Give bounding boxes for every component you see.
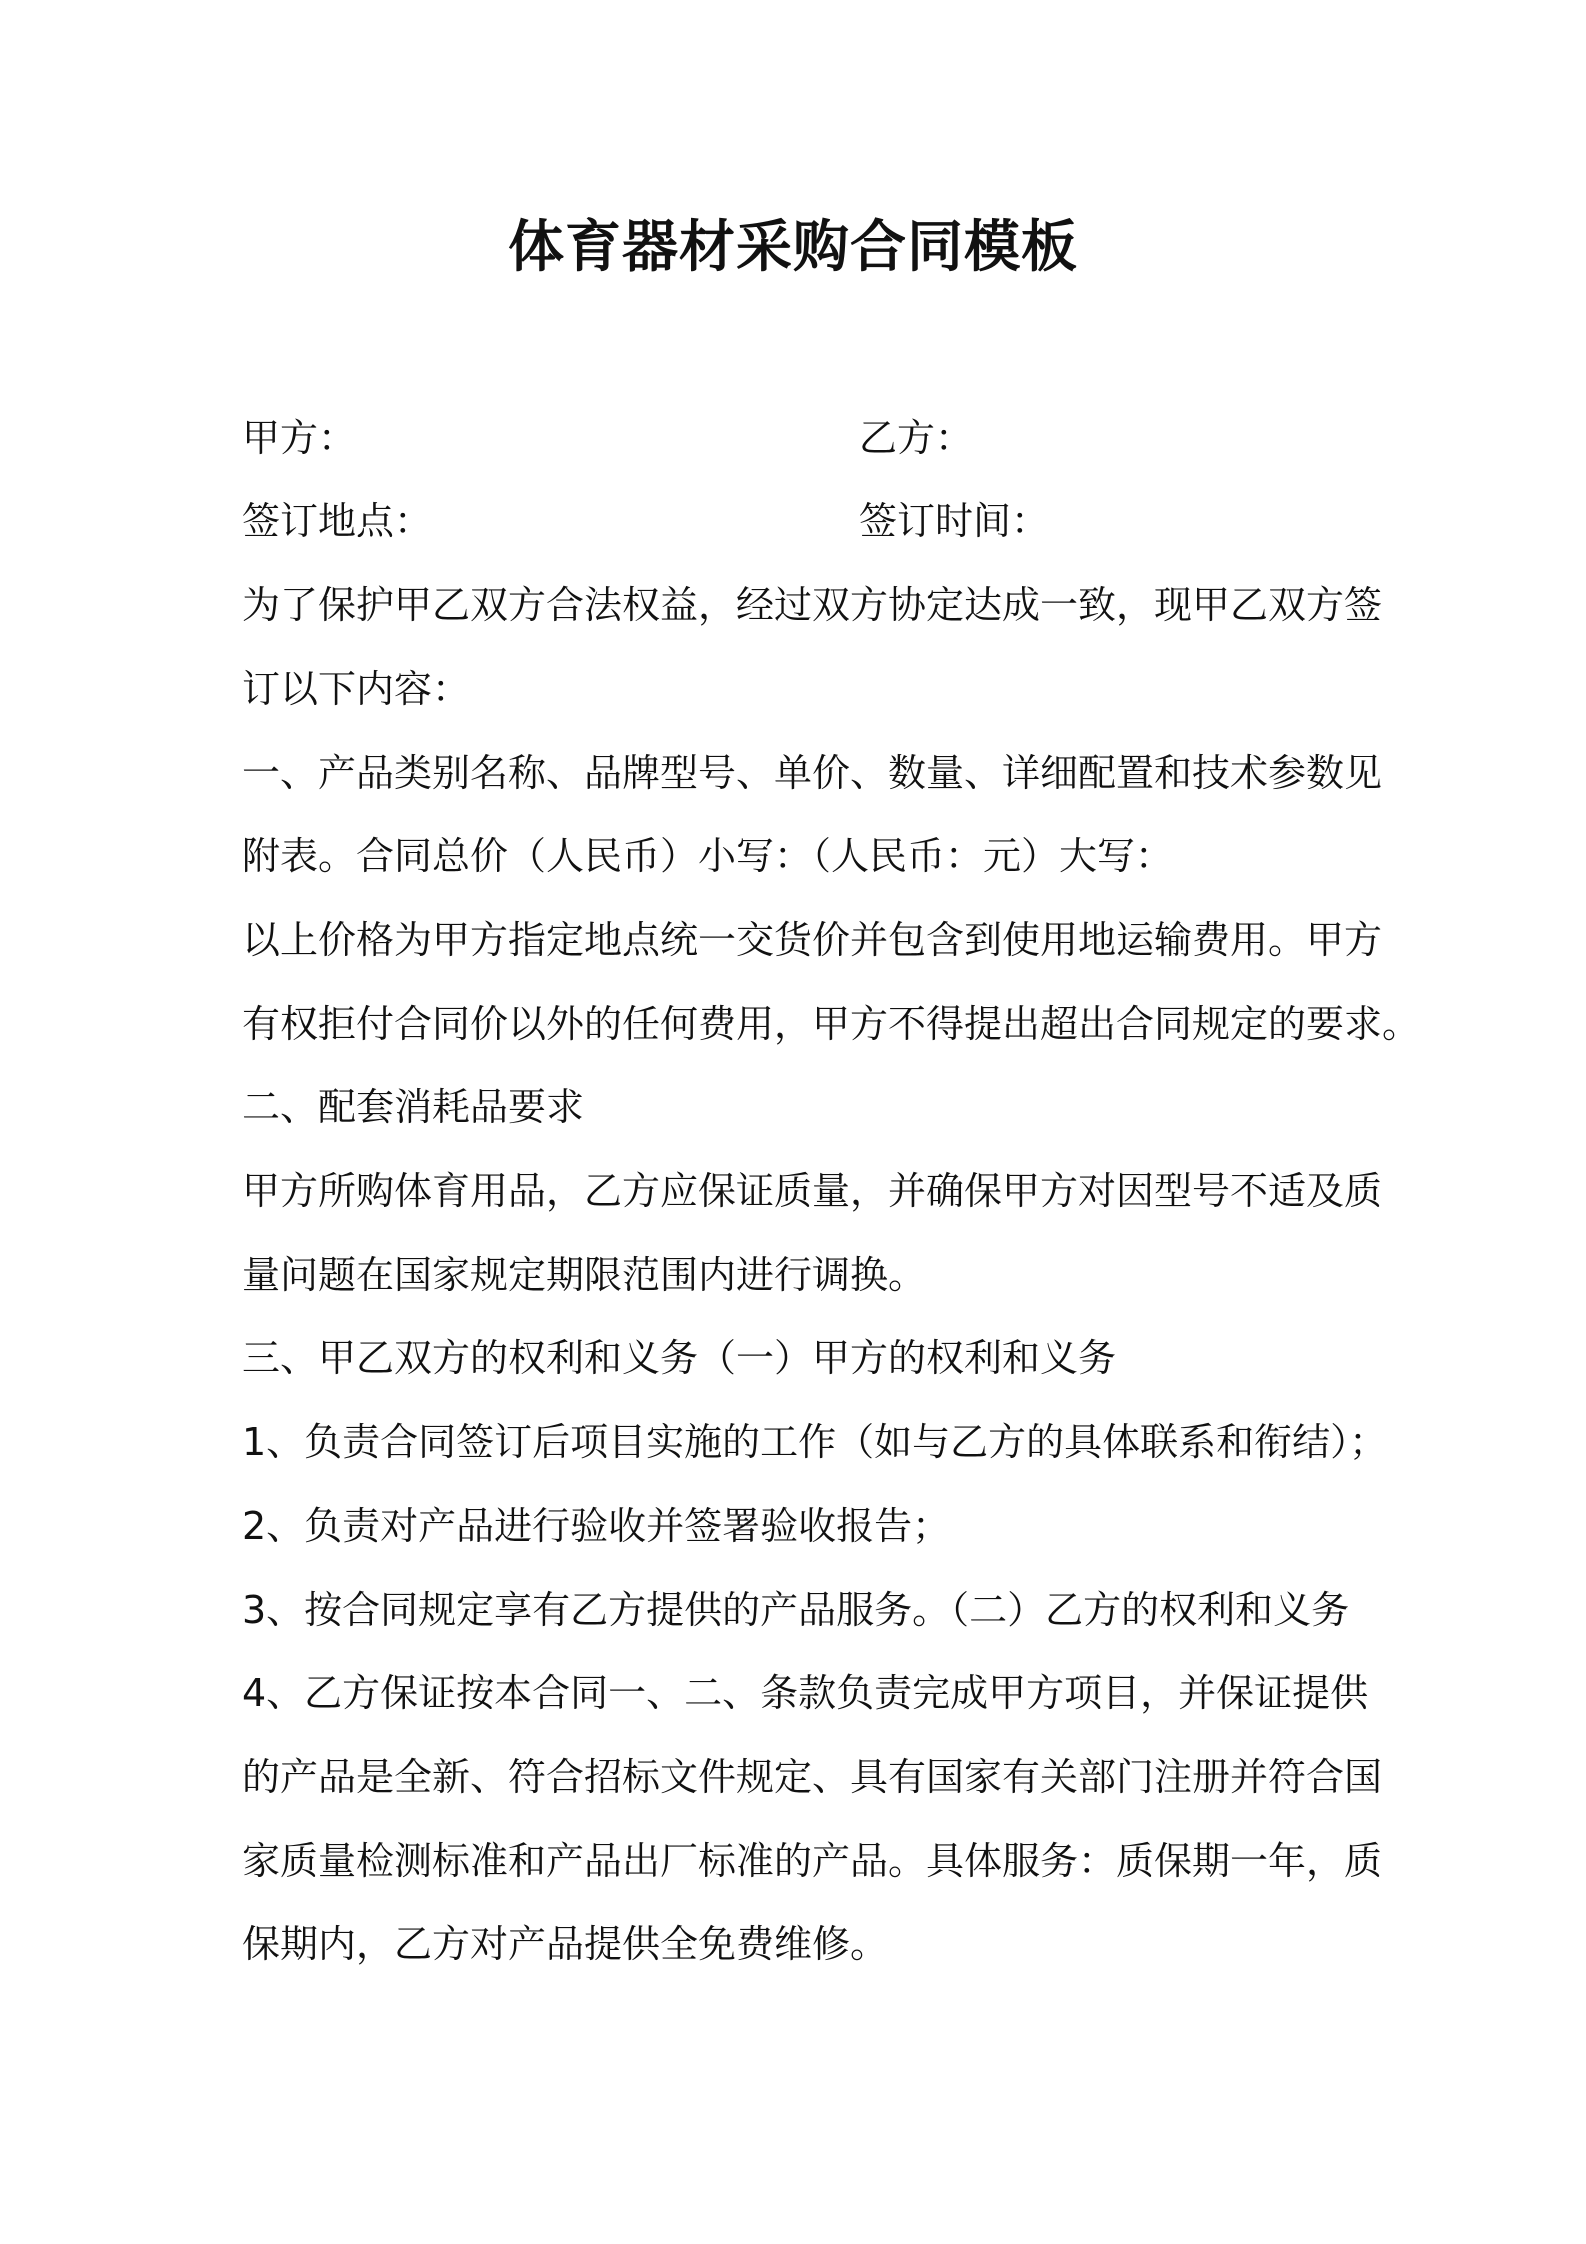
sign-place-label: 签订地点： [242, 499, 433, 543]
body-line: 附表。合同总价（人民币）小写：（人民币：元）大写： [242, 834, 1174, 878]
body-line: 量问题在国家规定期限范围内进行调换。 [242, 1253, 927, 1297]
body-line: 甲方所购体育用品，乙方应保证质量，并确保甲方对因型号不适及质 [242, 1169, 1383, 1213]
body-line: 为了保护甲乙双方合法权益，经过双方协定达成一致，现甲乙双方签 [242, 583, 1383, 627]
body-line: 以上价格为甲方指定地点统一交货价并包含到使用地运输费用。甲方 [242, 918, 1383, 962]
body-line: 家质量检测标准和产品出厂标准的产品。具体服务：质保期一年，质 [242, 1839, 1383, 1883]
list-item: 3、按合同规定享有乙方提供的产品服务。（二）乙方的权利和义务 [242, 1588, 1350, 1632]
sign-time-label: 签订时间： [859, 499, 1050, 543]
body-line: 有权拒付合同价以外的任何费用，甲方不得提出超出合同规定的要求。 [242, 1002, 1421, 1046]
body-line: 保期内，乙方对产品提供全免费维修。 [242, 1922, 889, 1966]
party-b-label: 乙方： [859, 416, 974, 460]
list-item: 2、负责对产品进行验收并签署验收报告； [242, 1504, 951, 1548]
header-row-parties [242, 413, 974, 463]
body-line: 订以下内容： [242, 667, 471, 711]
list-item: 4、乙方保证按本合同一、二、条款负责完成甲方项目，并保证提供 [242, 1671, 1369, 1715]
list-item: 1、负责合同签订后项目实施的工作（如与乙方的具体联系和衔结）； [242, 1420, 1388, 1464]
document-title: 体育器材采购合同模板 [508, 215, 1078, 280]
section-heading: 二、配套消耗品要求 [242, 1085, 585, 1129]
section-heading: 三、甲乙双方的权利和义务（一）甲方的权利和义务 [242, 1336, 1117, 1380]
header-row-signing [242, 496, 1050, 546]
section-heading: 一、产品类别名称、品牌型号、单价、数量、详细配置和技术参数见 [242, 751, 1383, 795]
body-line: 的产品是全新、符合招标文件规定、具有国家有关部门注册并符合国 [242, 1755, 1383, 1799]
party-a-label: 甲方： [242, 416, 357, 460]
